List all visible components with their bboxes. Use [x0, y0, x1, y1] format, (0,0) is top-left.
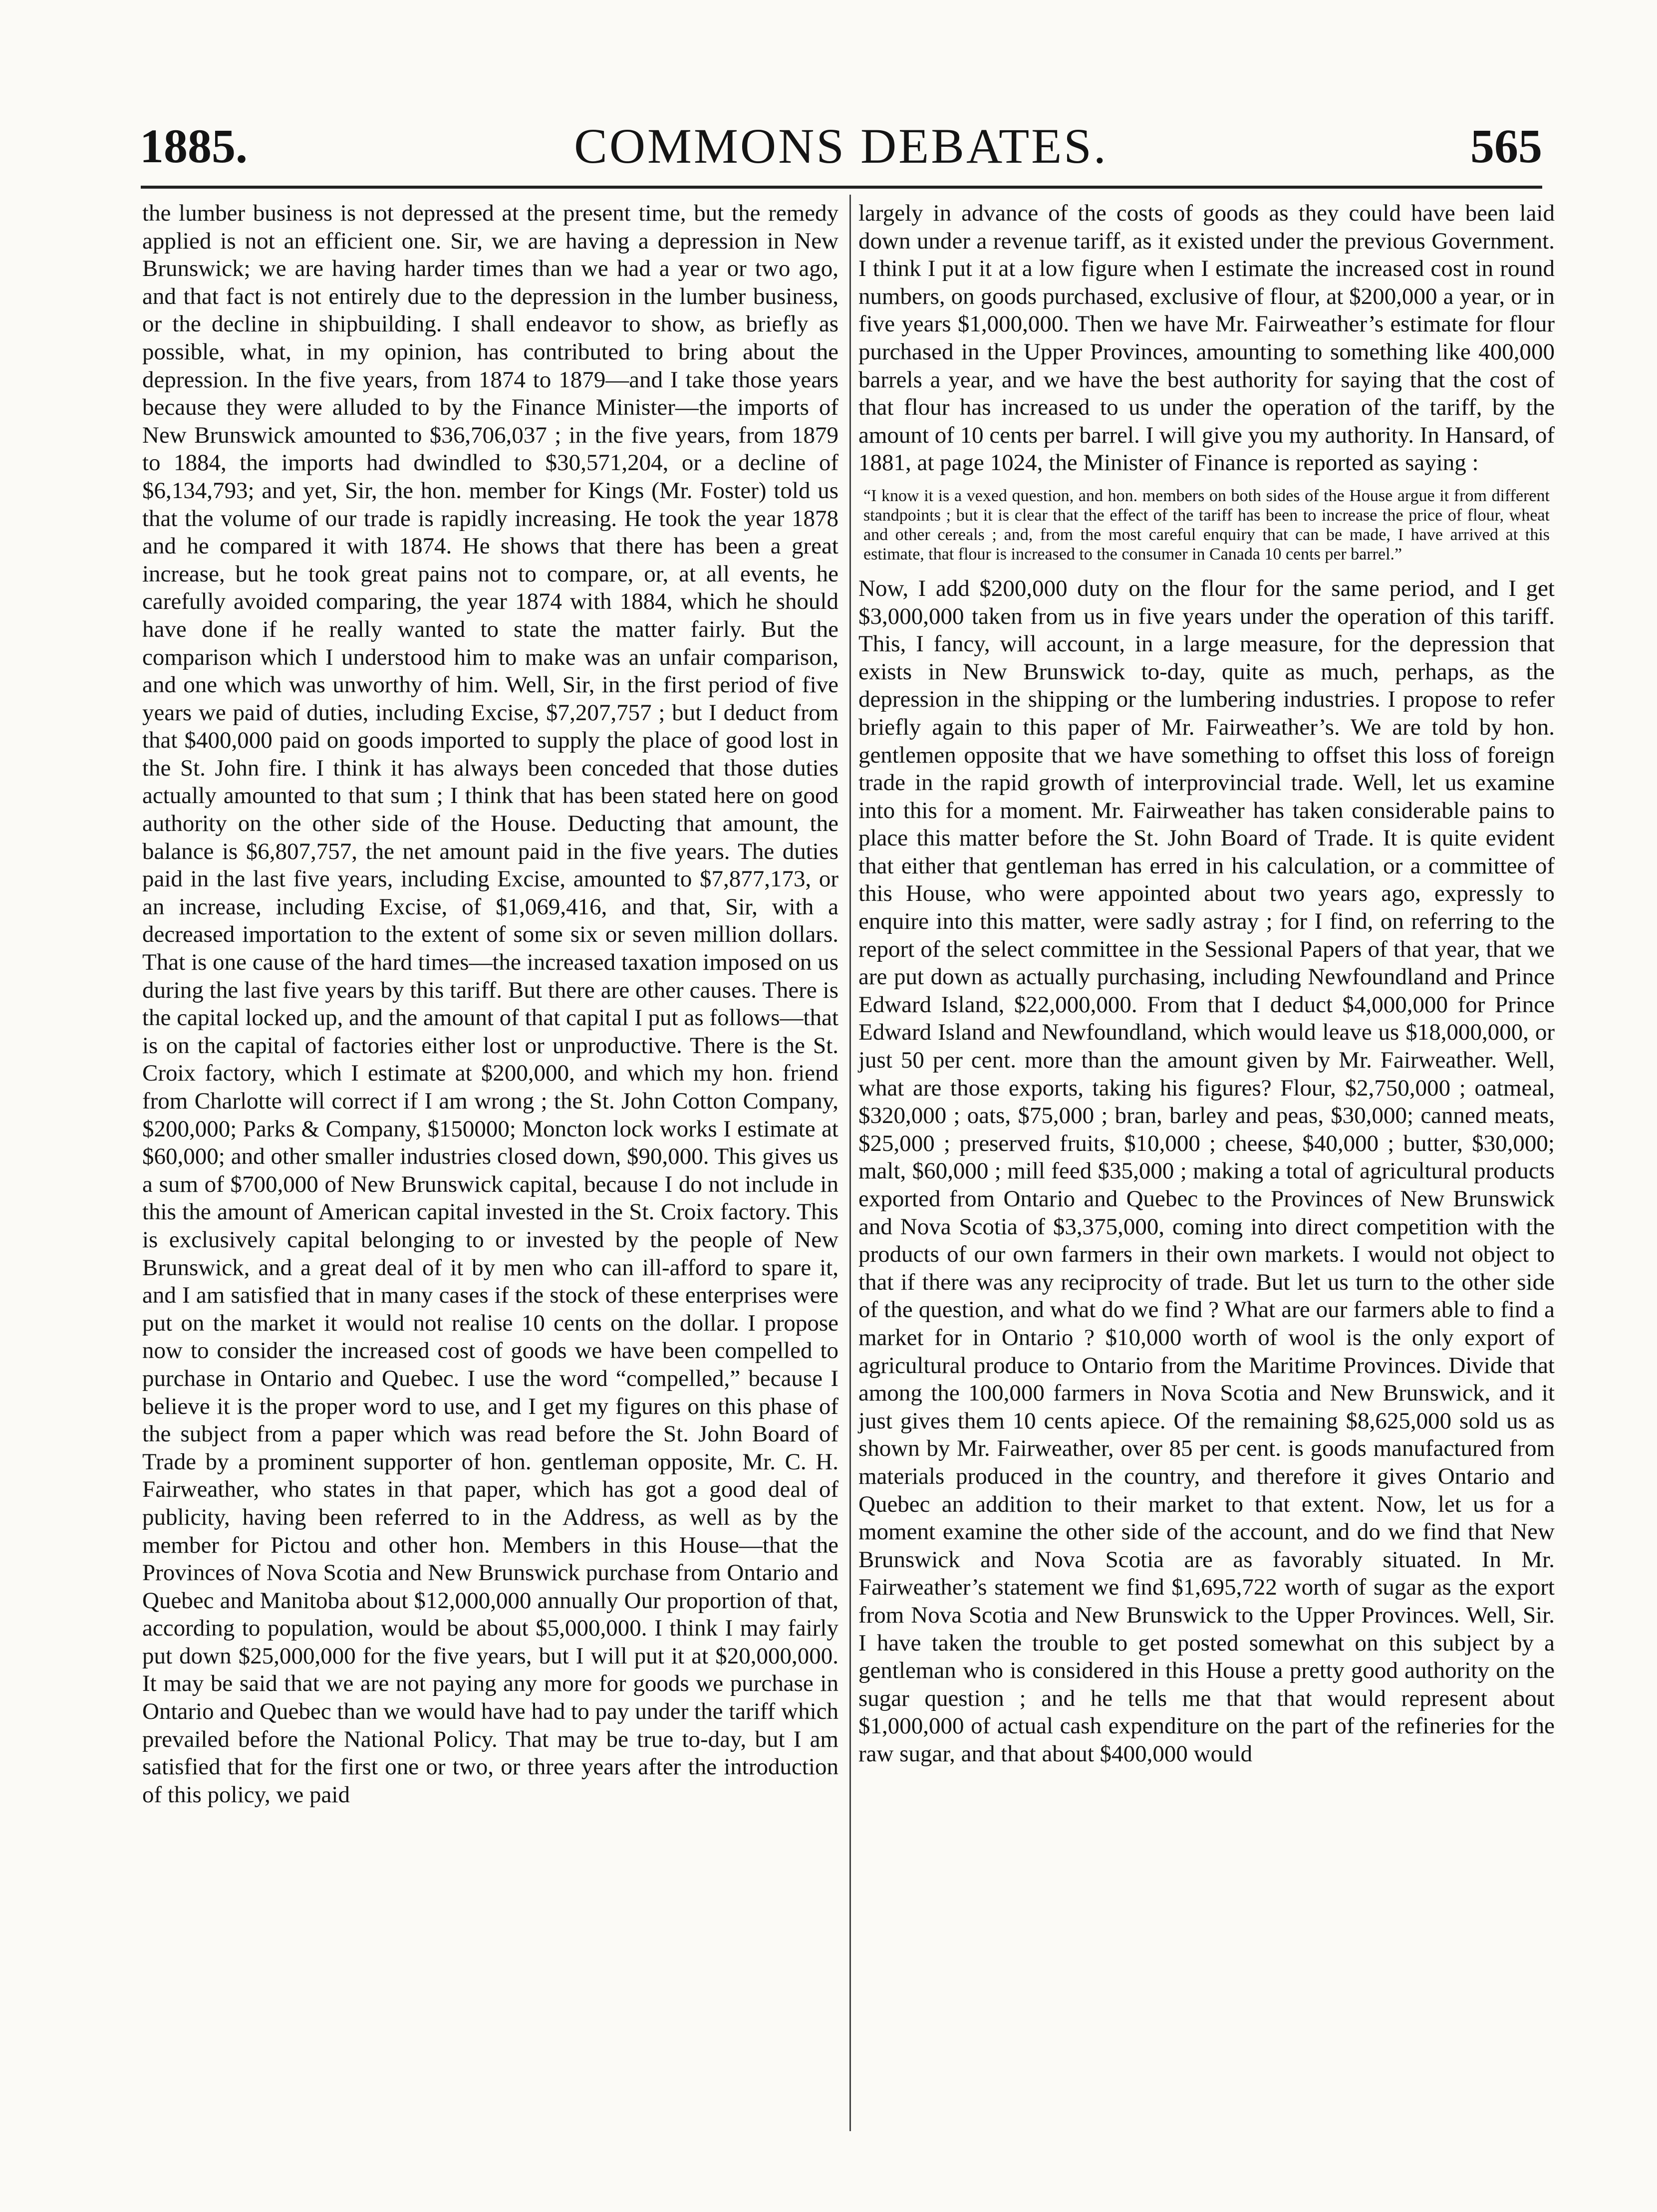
- column-divider: [849, 195, 851, 2131]
- right-column-text-after-quote: Now, I add $200,000 duty on the flour for the same period, and I get $3,000,000 taken from us in five years under the operation of this tariff. This, I fancy, will account, in a large measure, for the depression that exists in New Brunswick to-day, quite as much, perhaps, as the depression in the shipping or the lumbering industries. I propose to refer briefly again to this paper of Mr. Fairweather’s. We are told by hon. gentlemen opposite that we have something to offset this loss of foreign trade in the rapid growth of interprovincial trade. Well, let us examine into this for a moment. Mr. Fairweather has taken considerable pains to place this matter before the St. John Board of Trade. It is quite evident that either that gentleman has erred in his calculation, or a committee of this House, who were appointed about two years ago, expressly to enquire into this matter, were sadly astray ; for I find, on referring to the report of the select committee in the Sessional Papers of that year, that we are put down as actually purchasing, including Newfoundland and Prince Edward Island, $22,000,000. From that I deduct $4,000,000 for Prince Edward Island and Newfoundland, which would leave us $18,000,000, or just 50 per cent. more than the amount given by Mr. Fairweather. Well, what are those exports, taking his figures? Flour, $2,750,000 ; oatmeal, $320,000 ; oats, $75,000 ; bran, barley and peas, $30,000; canned meats, $25,000 ; preserved fruits, $10,000 ; cheese, $40,000 ; butter, $30,000; malt, $60,000 ; mill feed $35,000 ; making a total of agricultural products exported from Ontario and Quebec to the Provinces of New Brunswick and Nova Scotia of $3,375,000, coming into direct competition with the products of our own farmers in their own markets. I would not object to that if there was any reciprocity of trade. But let us turn to the other side of the question, and what do we find ? What are our farmers able to find a market for in Ontario ? $10,000 worth of wool is the only export of agricultural produce to Ontario from the Maritime Provinces. Divide that among the 100,000 farmers in Nova Scotia and New Brunswick, and it just gives them 10 cents apiece. Of the remaining $8,625,000 sold us as shown by Mr. Fairweather, over 85 per cent. is goods manufactured from materials produced in the country, and therefore it gives Ontario and Quebec an addition to their market to that extent. Now, let us for a moment examine the other side of the account, and do we find that New Brunswick and Nova Scotia are as favorably situated. In Mr. Fairweather’s statement we find $1,695,722 worth of sugar as the export from Nova Scotia and New Brunswick to the Upper Provinces. Well, Sir. I have taken the trouble to get posted somewhat on this subject by a gentleman who is considered in this House a pretty good authority on the sugar question ; and he tells me that that would represent about $1,000,000 of actual cash expenditure on the part of the refineries for the raw sugar, and that about $400,000 would: [858, 575, 1555, 1767]
- header-year: 1885.: [140, 119, 248, 173]
- header-title: COMMONS DEBATES.: [574, 118, 1108, 174]
- page-header: [140, 114, 1542, 179]
- right-column-text-before-quote: largely in advance of the costs of goods as they could have been laid down under a revenue tariff, as it existed under the previous Government. I think I put it at a low figure when I estimate the increased cost in round numbers, on goods purchased, exclusive of flour, at $200,000 a year, or in five years $1,000,000. Then we have Mr. Fairweather’s estimate for flour purchased in the Upper Provinces, amounting to something like 400,000 barrels a year, and we have the best authority for saying that the cost of that flour has increased to us under the operation of the tariff, by the amount of 10 cents per barrel. I will give you my authority. In Hansard, of 1881, at page 1024, the Minister of Finance is reported as saying :: [858, 200, 1555, 476]
- block-quote: “I know it is a vexed question, and hon. members on both sides of the House argue it from different standpoints ; but it is clear that the effect of the tariff has been to increase the price of flour, wheat and other cereals ; and, from the most careful enquiry that can be made, I have arrived at this estimate, that flour is increased to the consumer in Canada 10 cents per barrel.”: [863, 486, 1550, 563]
- header-rule: [141, 186, 1542, 189]
- page-number: 565: [1470, 119, 1542, 173]
- left-column-text: the lumber business is not depressed at the present time, but the remedy applied is not an efficient one. Sir, we are having a depression in New Brunswick; we are having harder times than we had a year or two ago, and that fact is not entirely due to the depression in the lumber business, or the decline in shipbuilding. I shall endeavor to show, as briefly as possible, what, in my opinion, has contributed to bring about the depression. In the five years, from 1874 to 1879—and I take those years because they were alluded to by the Finance Minister—the imports of New Brunswick amounted to $36,706,037 ; in the five years, from 1879 to 1884, the imports had dwindled to $30,571,204, or a decline of $6,134,793; and yet, Sir, the hon. member for Kings (Mr. Foster) told us that the volume of our trade is rapidly increasing. He took the year 1878 and he compared it with 1874. He shows that there has been a great increase, but he took great pains not to compare, or, at all events, he carefully avoided comparing, the year 1874 with 1884, which he should have done if he really wanted to state the matter fairly. But the comparison which I understood him to make was an unfair comparison, and one which was unworthy of him. Well, Sir, in the first period of five years we paid of duties, including Excise, $7,207,757 ; but I deduct from that $400,000 paid on goods imported to supply the place of good lost in the St. John fire. I think it has always been conceded that those duties actually amounted to that sum ; I think that has been stated here on good authority on the other side of the House. Deducting that amount, the balance is $6,807,757, the net amount paid in the five years. The duties paid in the last five years, including Excise, amounted to $7,877,173, or an increase, including Excise, of $1,069,416, and that, Sir, with a decreased importation to the extent of some six or seven million dollars. That is one cause of the hard times—the increased taxation imposed on us during the last five years by this tariff. But there are other causes. There is the capital locked up, and the amount of that capital I put as follows—that is on the capital of factories either lost or unproductive. There is the St. Croix factory, which I estimate at $200,000, and which my hon. friend from Charlotte will correct if I am wrong ; the St. John Cotton Company, $200,000; Parks & Company, $150000; Moncton lock works I estimate at $60,000; and other smaller industries closed down, $90,000. This gives us a sum of $700,000 of New Brunswick capital, because I do not include in this the amount of American capital invested in the St. Croix factory. This is exclusively capital belonging to or invested by the people of New Brunswick, and a great deal of it by men who can ill-afford to spare it, and I am satisfied that in many cases if the stock of these enterprises were put on the market it would not realise 10 cents on the dollar. I propose now to consider the increased cost of goods we have been compelled to purchase in Ontario and Quebec. I use the word “compelled,” because I believe it is the proper word to use, and I get my figures on this phase of the subject from a paper which was read before the St. John Board of Trade by a prominent supporter of hon. gentleman opposite, Mr. C. H. Fairweather, who states in that paper, which has got a good deal of publicity, having been referred to in the Address, as well as by the member for Pictou and other hon. Members in this House—that the Provinces of Nova Scotia and New Brunswick purchase from Ontario and Quebec and Manitoba about $12,000,000 annually Our proportion of that, according to population, would be about $5,000,000. I think I may fairly put down $25,000,000 for the five years, but I will put it at $20,000,000. It may be said that we are not paying any more for goods we purchase in Ontario and Quebec than we would have had to pay under the tariff which prevailed before the National Policy. That may be true to-day, but I am satisfied that for the first one or two, or three years after the introduction of this policy, we paid: [142, 200, 838, 1808]
- left-column: [142, 200, 838, 1809]
- right-column: [858, 200, 1555, 1768]
